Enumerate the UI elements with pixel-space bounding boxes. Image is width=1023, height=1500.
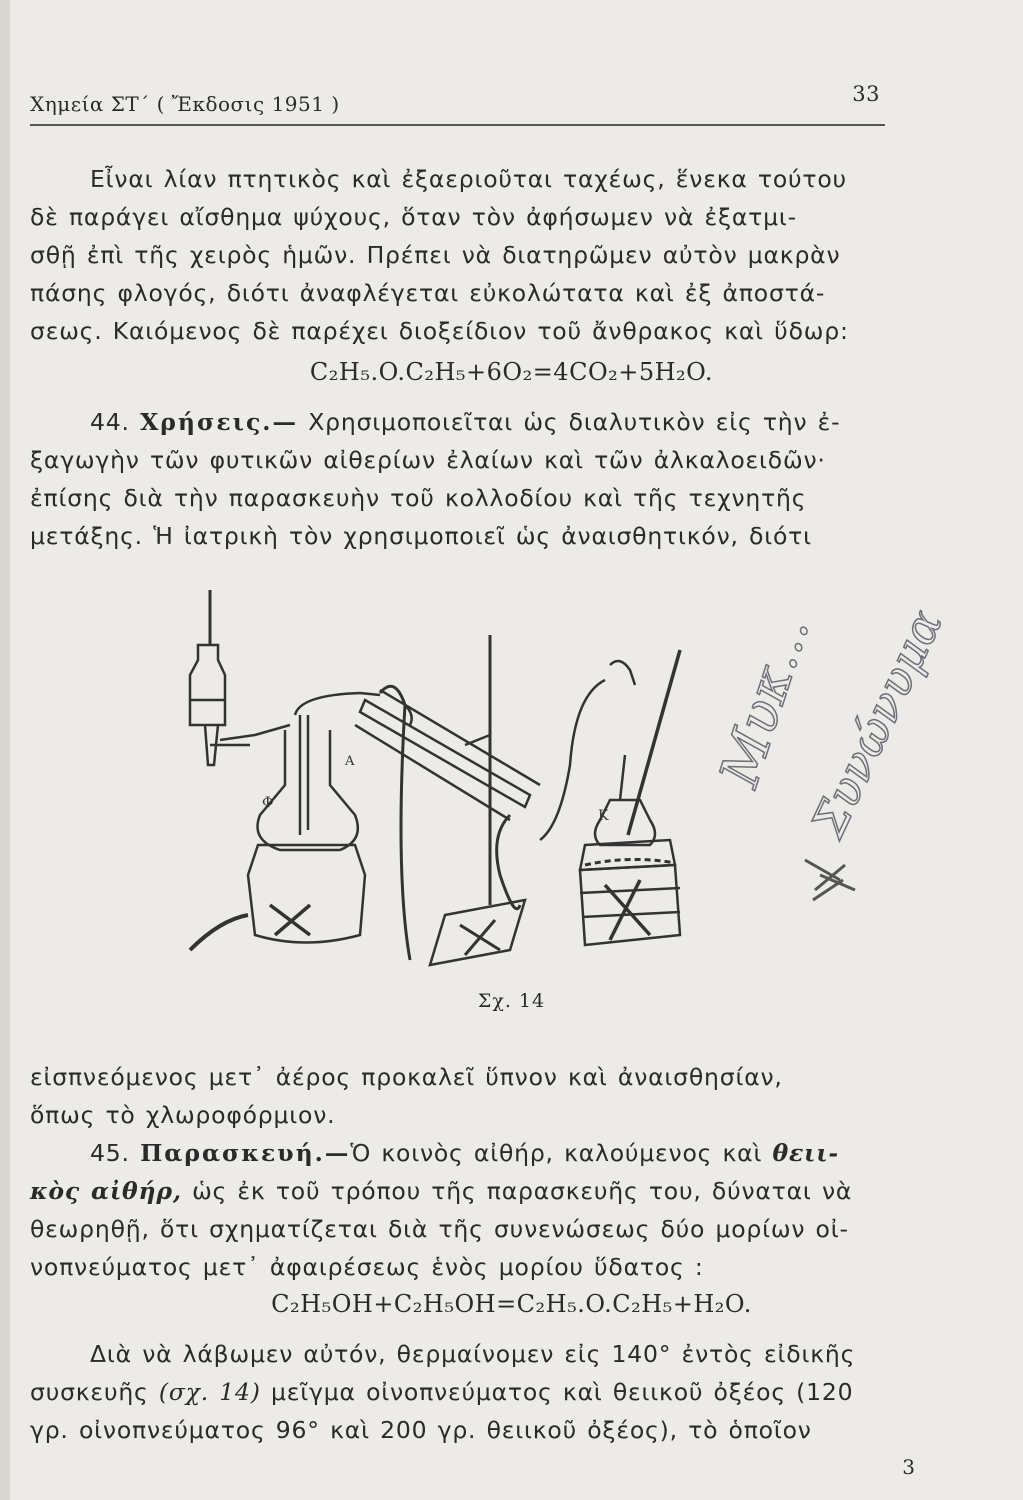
figure-label-phi: Φ	[262, 795, 274, 811]
section-heading: Παρασκευή.—	[140, 1139, 351, 1167]
section-number: 44.	[90, 408, 130, 436]
section-heading: Χρήσεις.—	[140, 408, 298, 436]
text-line: Χρησιμοποιεῖται ὡς διαλυτικὸν εἰς τὴν ἐ-	[297, 408, 841, 436]
header-title: Χημεία ΣΤ΄ ( Ἔκδοσις 1951 )	[30, 92, 340, 116]
paragraph-procedure	[30, 1335, 890, 1449]
text-line: ξαγωγὴν τῶν φυτικῶν αἰθερίων ἐλαίων καὶ τῶν ἀλκαλοειδῶν·	[30, 446, 826, 474]
italic-term: κὸς αἰθήρ,	[30, 1177, 182, 1205]
text-line: ὡς ἐκ τοῦ τρόπου τῆς παρασκευῆς του, δύναται νὰ	[181, 1177, 853, 1205]
text-line: Εἶναι λίαν πτητικὸς καὶ ἐξαεριοῦται ταχέως, ἕνεκα τούτου	[90, 165, 847, 193]
figure-label-k: Κ	[598, 808, 609, 824]
running-header	[30, 82, 880, 122]
torn-page-edge	[0, 0, 10, 1500]
text-line: ἐπίσης διὰ τὴν παρασκευὴν τοῦ κολλοδίου καὶ τῆς τεχνητῆς	[30, 484, 807, 512]
text-line: μεῖγμα οἰνοπνεύματος καὶ θειικοῦ ὀξέος (120	[260, 1378, 854, 1406]
text-line: Ὁ κοινὸς αἰθήρ, καλούμενος καὶ	[350, 1139, 773, 1167]
text-line: δὲ παράγει αἴσθημα ψύχους, ὅταν τὸν ἀφήσωμεν νὰ ἐξατμι-	[30, 203, 797, 231]
page-number: 33	[852, 82, 880, 106]
combustion-formula: C₂H₅.O.C₂H₅+6O₂=4CO₂+5H₂O.	[309, 358, 714, 386]
section-44-uses	[30, 403, 890, 555]
distillation-apparatus-figure	[180, 575, 700, 975]
figure-label-a: Α	[345, 754, 355, 769]
figure-caption: Σχ. 14	[477, 990, 546, 1012]
pencil-margin-note	[707, 590, 1015, 930]
text-line: ὅπως τὸ χλωροφόρμιον.	[30, 1101, 336, 1129]
text-line: νοπνεύματος μετ᾽ ἀφαιρέσεως ἑνὸς μορίου ὕδατος :	[30, 1253, 704, 1281]
italic-term: θειι-	[772, 1139, 839, 1167]
handwriting-line-2: Συνώνυμα	[801, 601, 953, 845]
paragraph-ether-properties	[30, 160, 890, 350]
text-line: Διὰ νὰ λάβωμεν αὐτόν, θερμαίνομεν εἰς 140° ἐντὸς εἰδικῆς	[90, 1340, 856, 1368]
header-rule	[30, 124, 885, 126]
paragraph-inhalation	[30, 1058, 890, 1134]
section-45-preparation	[30, 1134, 890, 1286]
figure-reference: (σχ. 14)	[158, 1378, 261, 1406]
text-line: θεωρηθῇ, ὅτι σχηματίζεται διὰ τῆς συνενώσεως δύο μορίων οἰ-	[30, 1215, 849, 1243]
text-line: σθῇ ἐπὶ τῆς χειρὸς ἡμῶν. Πρέπει νὰ διατηρῶμεν αὐτὸν μακρὰν	[30, 241, 841, 269]
preparation-formula: C₂H₅OH+C₂H₅OH=C₂H₅.O.C₂H₅+H₂O.	[271, 1290, 752, 1318]
text-line: εἰσπνεόμενος μετ᾽ ἀέρος προκαλεῖ ὕπνον καὶ ἀναισθησίαν,	[30, 1063, 783, 1091]
text-line: πάσης φλογός, διότι ἀναφλέγεται εὐκολώτατα καὶ ἐξ ἀποστά-	[30, 279, 826, 307]
text-line: συσκευῆς	[30, 1378, 159, 1406]
text-line: μετάξης. Ἡ ἰατρικὴ τὸν χρησιμοποιεῖ ὡς ἀναισθητικόν, διότι	[30, 522, 812, 550]
text-line: γρ. οἰνοπνεύματος 96° καὶ 200 γρ. θειικοῦ ὀξέος), τὸ ὁποῖον	[30, 1416, 812, 1444]
section-number: 45.	[90, 1139, 130, 1167]
text-line: σεως. Καιόμενος δὲ παρέχει διοξείδιον τοῦ ἄνθρακος καὶ ὕδωρ:	[30, 317, 849, 345]
handwriting-line-1: Μυκ...	[707, 608, 822, 795]
signature-number: 3	[902, 1455, 915, 1479]
